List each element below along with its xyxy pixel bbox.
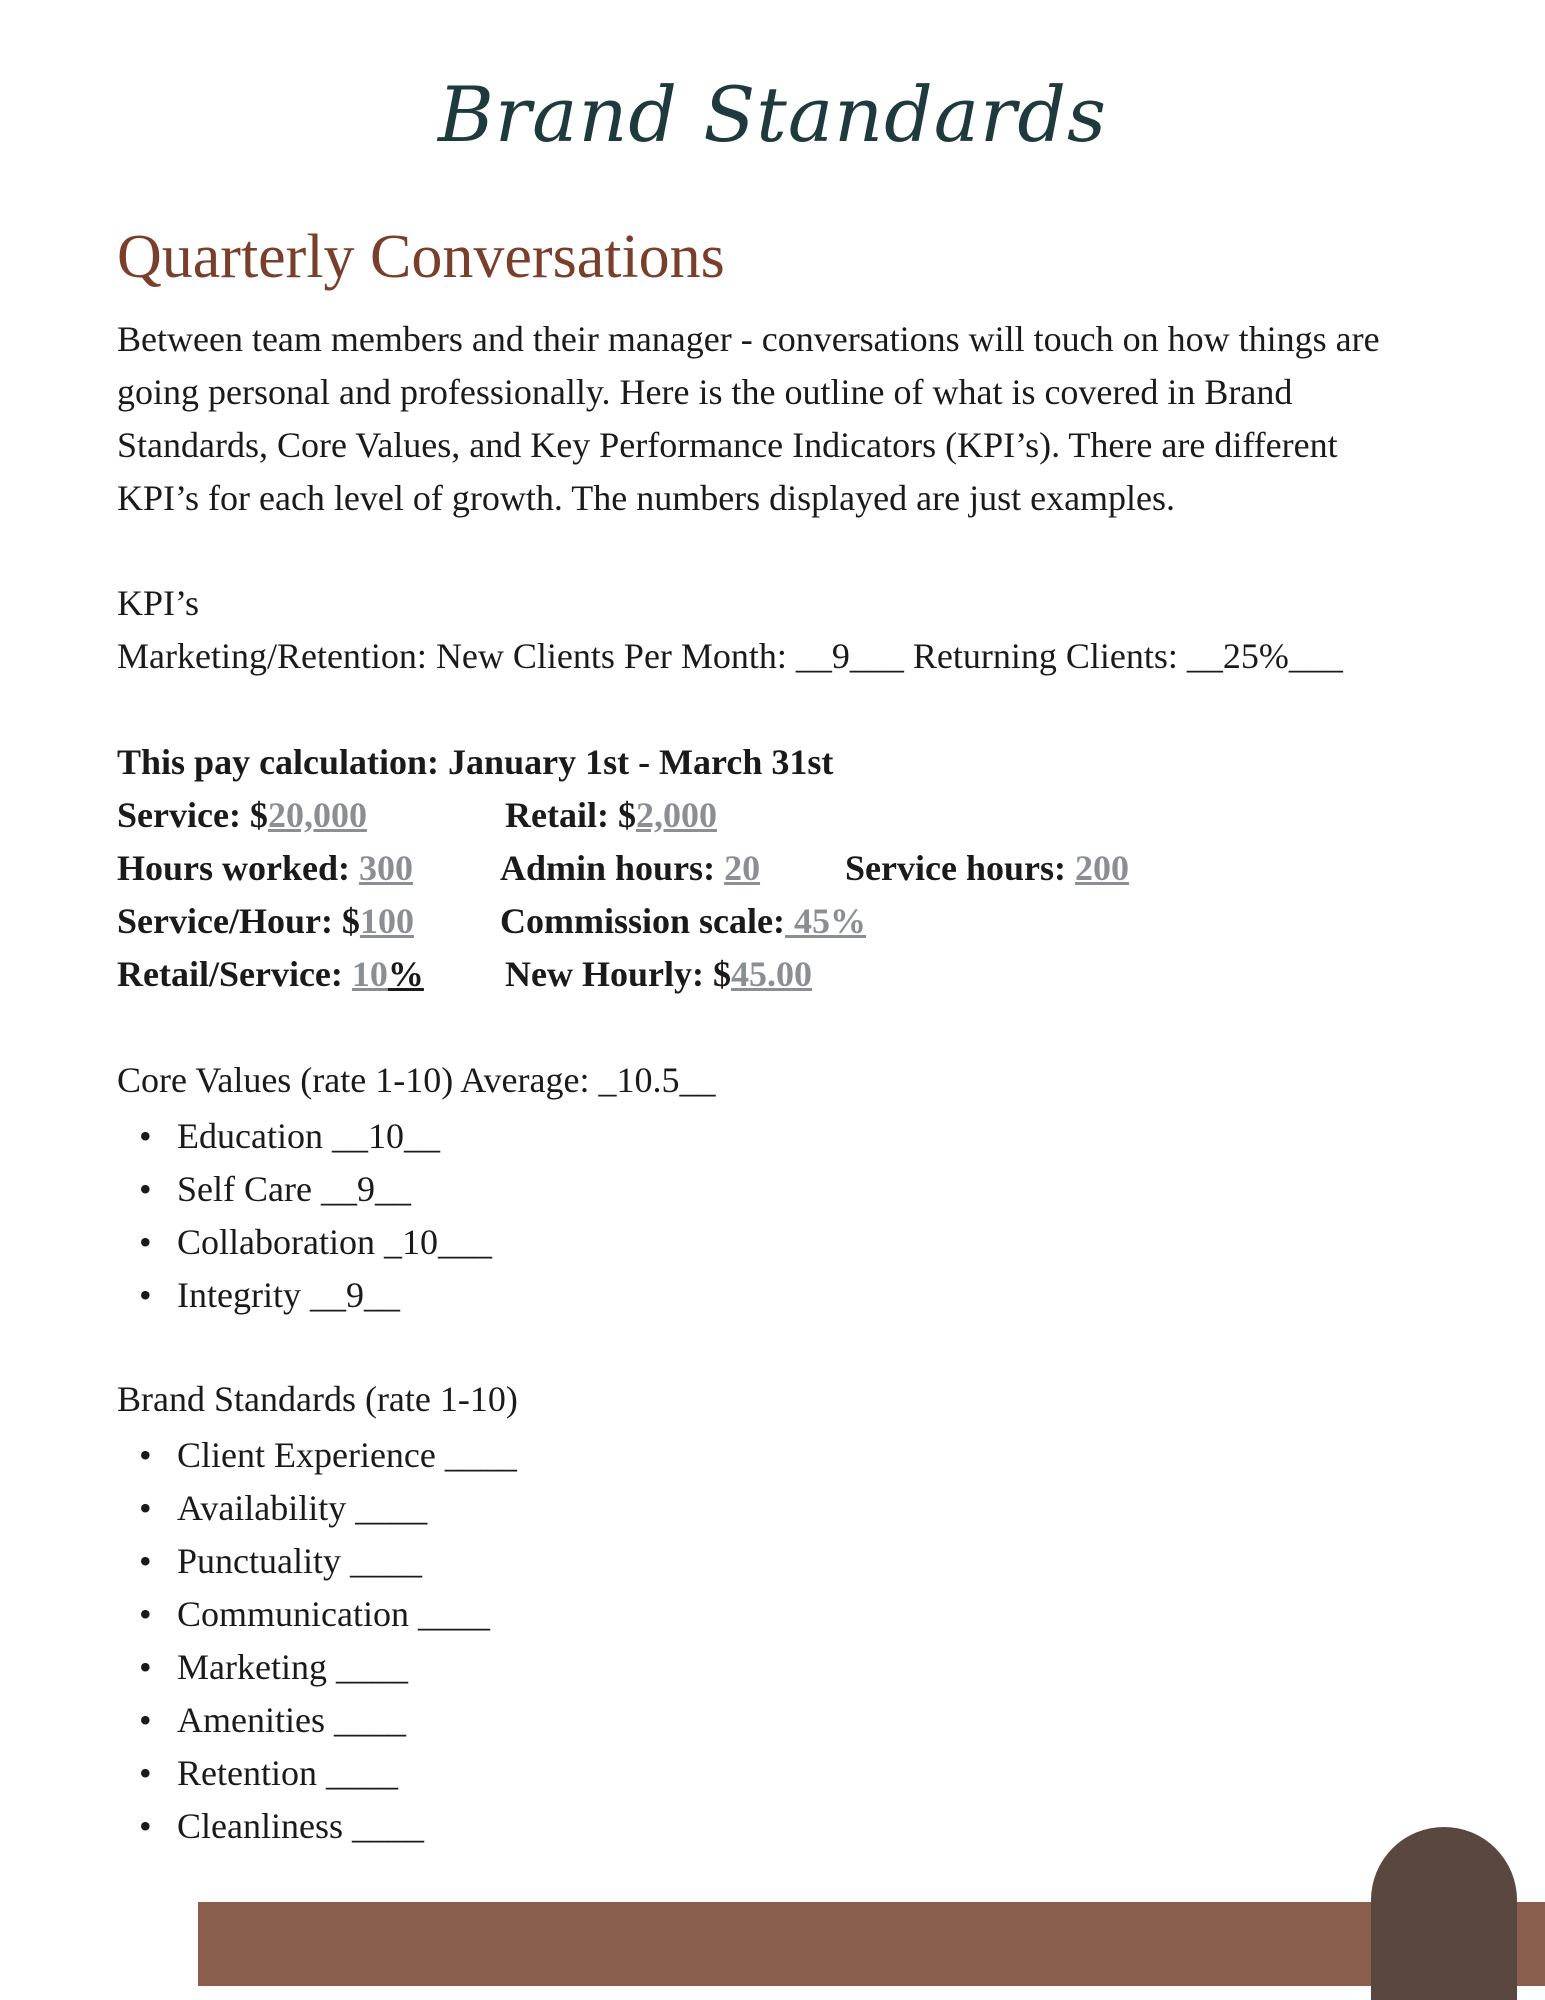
- retail-service-field: [117, 953, 424, 995]
- service-value: 20,000: [267, 795, 367, 835]
- admin-hours-label: Admin hours:: [500, 848, 725, 888]
- retail-service-value: 10: [351, 954, 388, 994]
- retail-field: [505, 794, 717, 836]
- pay-calculation-title: This pay calculation: January 1st - March 31st: [117, 742, 834, 782]
- brand-standard-item: • Availability ____: [117, 1482, 517, 1535]
- core-value-item: • Self Care __9__: [117, 1163, 492, 1216]
- commission-value: 45%: [784, 901, 866, 941]
- hours-worked-field: [117, 847, 413, 889]
- hours-worked-label: Hours worked:: [117, 848, 359, 888]
- brand-standard-item: • Marketing ____: [117, 1641, 517, 1694]
- new-hourly-value: 45.00: [730, 954, 812, 994]
- service-hours-label: Service hours:: [845, 848, 1075, 888]
- brand-standards-title: Brand Standards (rate 1-10): [117, 1379, 518, 1419]
- hours-worked-value: 300: [359, 848, 413, 888]
- service-hour-value: 100: [359, 901, 414, 941]
- brand-standard-item: • Retention ____: [117, 1747, 517, 1800]
- retail-service-suffix: %: [387, 954, 424, 994]
- core-values-title: Core Values (rate 1-10) Average: _10.5__: [117, 1060, 716, 1100]
- service-hour-label: Service/Hour: $: [117, 901, 360, 941]
- brand-standard-item: • Amenities ____: [117, 1694, 517, 1747]
- retail-service-label: Retail/Service:: [117, 954, 352, 994]
- page-heading: Quarterly Conversations: [117, 223, 725, 291]
- core-value-item: • Education __10__: [117, 1110, 492, 1163]
- admin-hours-value: 20: [724, 848, 761, 888]
- brand-standard-item: • Client Experience ____: [117, 1429, 517, 1482]
- core-value-item: • Collaboration _10___: [117, 1216, 492, 1269]
- kpi-label: KPI’s: [117, 583, 200, 623]
- brand-standards-list: [117, 1429, 517, 1853]
- kpi-marketing-line: Marketing/Retention: New Clients Per Month: __9___ Returning Clients: __25%___: [117, 636, 1343, 676]
- admin-hours-field: [500, 847, 760, 889]
- core-values-list: [117, 1110, 492, 1322]
- commission-field: [500, 900, 866, 942]
- footer-tab-decoration: [1371, 1827, 1517, 2000]
- script-title: Brand Standards: [437, 70, 1108, 159]
- brand-standard-item: • Communication ____: [117, 1588, 517, 1641]
- service-field: [117, 794, 367, 836]
- brand-standard-item: • Cleanliness ____: [117, 1800, 517, 1853]
- service-hour-field: [117, 900, 414, 942]
- new-hourly-field: [505, 953, 812, 995]
- footer-bar: [198, 1902, 1545, 1986]
- new-hourly-label: New Hourly: $: [505, 954, 731, 994]
- service-hours-value: 200: [1074, 848, 1129, 888]
- brand-standard-item: • Punctuality ____: [117, 1535, 517, 1588]
- retail-value: 2,000: [635, 795, 717, 835]
- intro-paragraph: Between team members and their manager - conversations will touch on how things are going personal and professionally. Here is the outline of what is covered in Brand Standards, Core Values, and Key Performance Indicators (KPI’s). There are different KPI’s for each level of growth. The numbers displayed are just examples.: [117, 319, 1380, 518]
- commission-label: Commission scale:: [500, 901, 785, 941]
- core-value-item: • Integrity __9__: [117, 1269, 492, 1322]
- retail-label: Retail: $: [505, 795, 636, 835]
- service-hours-field: [845, 847, 1129, 889]
- service-label: Service: $: [117, 795, 268, 835]
